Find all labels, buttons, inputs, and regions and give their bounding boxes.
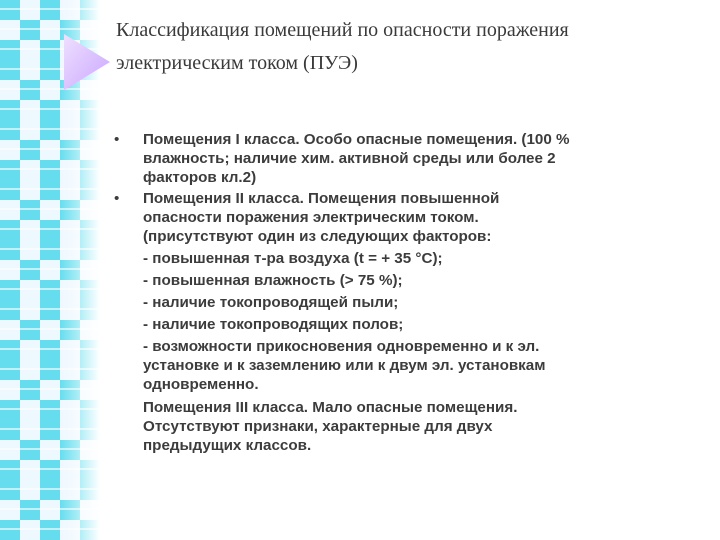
factor-line: одновременно. — [143, 376, 259, 393]
item-line: факторов кл.2) — [143, 169, 257, 186]
title-line: электрическим током (ПУЭ) — [116, 52, 358, 74]
factor-line: - повышенная влажность (> 75 %); — [143, 272, 403, 289]
factor-line: - наличие токопроводящих полов; — [143, 316, 404, 333]
continuation-line: предыдущих классов. — [143, 437, 312, 454]
item-line: Помещения II класса. Помещения повышенной — [143, 190, 500, 207]
continuation-line: Помещения III класса. Мало опасные помещения. — [143, 399, 518, 416]
bullet-icon: • — [114, 190, 120, 207]
title-line: Классификация помещений по опасности поражения — [116, 19, 569, 41]
item-line: опасности поражения электрическим током. — [143, 209, 479, 226]
factor-line: - наличие токопроводящей пыли; — [143, 294, 399, 311]
continuation-line: Отсутствуют признаки, характерные для двух — [143, 418, 493, 435]
factor-line: - возможности прикосновения одновременно и к эл. — [143, 338, 540, 355]
bullet-icon: • — [114, 131, 120, 148]
factor-line: - повышенная т-ра воздуха (t = + 35 °С); — [143, 250, 443, 267]
slide-body — [114, 130, 710, 457]
list-item — [114, 189, 710, 455]
slide-title — [116, 14, 696, 80]
item-line: влажность; наличие хим. активной среды или более 2 — [143, 150, 556, 167]
factor-line: установке и к заземлению или к двум эл. установкам — [143, 357, 546, 374]
item-line: (присутствуют один из следующих факторов: — [143, 228, 492, 245]
list-item — [114, 130, 710, 187]
item-line: Помещения I класса. Особо опасные помещения. (100 % — [143, 131, 570, 148]
triangle-icon — [64, 34, 112, 90]
